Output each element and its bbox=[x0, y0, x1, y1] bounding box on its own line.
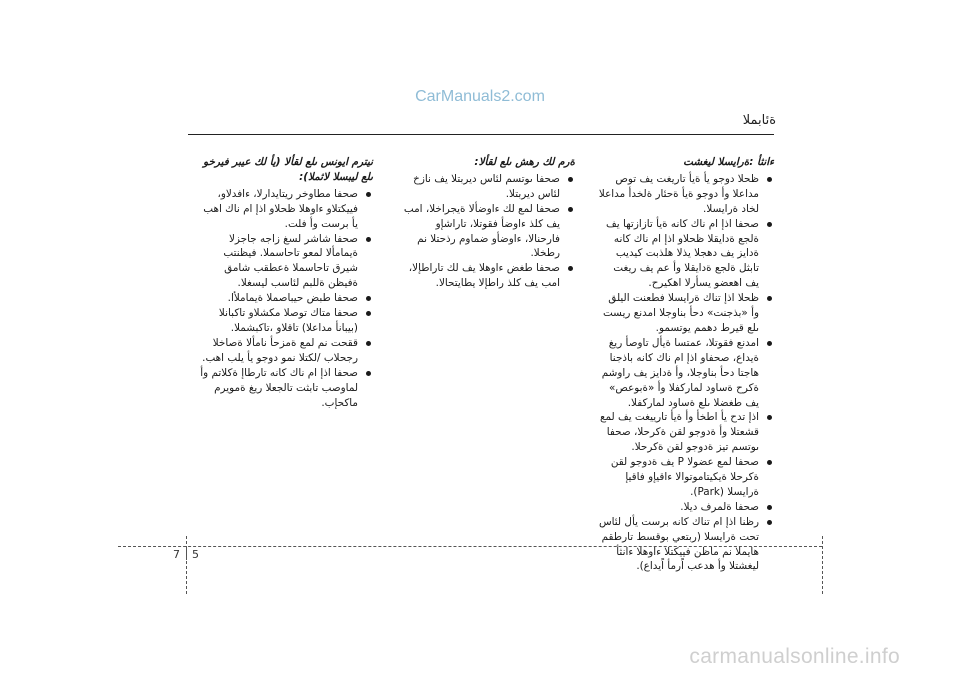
column-heading: نيترم ايونس ىلع لقألا (يأ لك عيبر فيرخو ىلع ليبسلا لاثملا): bbox=[203, 156, 373, 183]
bullet-icon bbox=[767, 222, 772, 227]
list-item bbox=[197, 232, 373, 292]
bullet-icon bbox=[568, 177, 573, 182]
list-item bbox=[598, 410, 774, 455]
column-during-operation bbox=[598, 155, 774, 574]
column-monthly bbox=[399, 155, 575, 291]
list-item bbox=[598, 500, 774, 515]
bullet-icon bbox=[366, 371, 371, 376]
header-rule bbox=[188, 134, 774, 135]
list-item bbox=[197, 366, 373, 411]
list-item-text: صحفا متاك توصلا مكشلاو تاكبانلا (بيبانأ مداعلا) تاقلاو ،تاكبشملا. bbox=[218, 307, 358, 334]
list-item bbox=[598, 172, 774, 217]
list-item bbox=[399, 172, 575, 202]
crop-mark-right bbox=[822, 536, 823, 594]
list-item-text: صحفا طبض حيباصملا ةيماملأا. bbox=[227, 292, 358, 305]
watermark-top: CarManuals2.com bbox=[415, 88, 545, 105]
list-item bbox=[598, 291, 774, 336]
list-item-text: صحفا ىوتسم لئاس ديربتلا يف نازخ لئاس ديربتلا. bbox=[413, 172, 560, 200]
list-item bbox=[598, 217, 774, 292]
column-twice-yearly bbox=[197, 155, 373, 410]
list-item bbox=[598, 336, 774, 411]
crop-mark-left bbox=[186, 536, 187, 594]
section-title: ةئابملا bbox=[742, 113, 776, 128]
bullet-icon bbox=[767, 505, 772, 510]
page-number-right: 5 bbox=[192, 548, 199, 561]
list-item bbox=[598, 515, 774, 575]
page-number-left: 7 bbox=[173, 548, 180, 561]
page-number-divider bbox=[186, 548, 187, 560]
watermark-bottom: carmanualsonline.info bbox=[689, 645, 900, 668]
list-item-text: ظحلا اذإ تناك ةرايسلا فطعنت اليلق وأ «بذجنت» دحأ بناوجلا امدنع ريست ىلع قيرط دهمم يوتسمو. bbox=[602, 292, 759, 334]
bullet-icon bbox=[767, 341, 772, 346]
list-item-text: صحفا اذإ ام ناك كانه ةيأ تازازتها يف ةلجع ةدايقلا ظحلاو اذإ ام ناك كانه ةدايز يف دهجلا يذلا هلذبت كيديب تابثل ةلجع ةدايقلا وأ عم يف ريغت يف اهعضو يسأرلا اهكيرح. bbox=[606, 217, 759, 290]
list-item bbox=[399, 202, 575, 262]
column-heading: ةرم لك رهش ىلع لقألا: bbox=[474, 156, 575, 168]
list-item-text: صحفا مطاوخر ريتايدارلا، ءافدلاو، فييكتلاو ءاوهلا ظحلاو اذإ ام ناك اهب يأ برست وأ فلت. bbox=[203, 187, 358, 230]
list-item bbox=[598, 455, 774, 500]
list-item-text: صحفا لمع لك ءاوضألا ةيجراخلا، امب يف كلذ ءاوضأ فقوتلا، تاراشإو فارحنالا، ءاوضأو ضماوم رذحتلا نم رطخلا. bbox=[403, 202, 560, 260]
list-item bbox=[197, 291, 373, 306]
list-item-text: صحفا لمع عضولا P يف ةدوجو لقن ةكرحلا ةيكيتاموتوالا ءاقيإو فاقيإ ةرايسلا (Park). bbox=[610, 456, 759, 498]
list-item-text: رظنا اذإ ام تناك كانه برست يأل لئاس تحت ةرايسلا (ربتعي بوقسط تارطقم هايملا نم ماظن فييكتلا ءاوهلا ءانثأ ليغشتلا وأ هدعب اًرمأ اًيداع). bbox=[598, 515, 759, 573]
list-item-text: صحفا ةلمرف ديلا. bbox=[680, 500, 759, 513]
bullet-icon bbox=[366, 192, 371, 197]
list-item-text: ققحت نم لمع ةمزحأ نامألا ةصاخلا رجحلاب /لكتلا نمو دوجو يأ يلب اهب. bbox=[202, 336, 358, 364]
list-item-text: صحفا اذإ ام ناك كانه تارطاإ ةكلاتم وأ لماوصب تابثت تالجعلا ريغ ةمويرم ماكحإب. bbox=[200, 366, 358, 409]
list-item-text: صحفا طغض ءاوهلا يف لك تاراطإلا، امب يف كلذ راطإلا يطايتحالا. bbox=[408, 262, 560, 290]
list-item-text: اذإ تدح يأ اطخأ وأ ةيأ تارييغت يف لمع قشعتلا وأ ةدوجو لقن ةكرحلا، صحفا ىوتسم تيز ةدوجو لقن ةكرحلا. bbox=[599, 411, 759, 454]
bullet-icon bbox=[767, 296, 772, 301]
list-item bbox=[197, 306, 373, 336]
bullet-icon bbox=[366, 311, 371, 316]
list-item bbox=[197, 336, 373, 366]
bullet-icon bbox=[568, 266, 573, 271]
list-item-text: امدنع فقوتلا، عمتسا ةيأل تاوصأ ريغ ةيداع، صحفاو اذإ ام ناك كانه باذجنا هاجتا دحأ بناوجلا، وأ ةدايز يف راوشم ةكرح ةساود لماركفلا وأ «ةبوعص» يف طغضلا ىلع ةساود لماركفلا. bbox=[601, 336, 759, 409]
bullet-icon bbox=[366, 341, 371, 346]
bullet-list bbox=[399, 172, 575, 291]
list-item-text: ظحلا دوجو يأ ةيأ تاريغت يف توص مداعلا وأ دوجو ةيأ ةحئار ةلخدأ مداعلا لخاد ةرايسلا. bbox=[598, 172, 759, 215]
bullet-icon bbox=[767, 177, 772, 182]
bullet-icon bbox=[366, 296, 371, 301]
list-item bbox=[197, 187, 373, 232]
column-heading: ءانثأ :ةرايسلا ليغشت bbox=[683, 156, 774, 168]
bullet-list bbox=[197, 187, 373, 411]
bullet-icon bbox=[366, 237, 371, 242]
bullet-icon bbox=[767, 520, 772, 525]
bullet-icon bbox=[767, 415, 772, 420]
bullet-icon bbox=[767, 460, 772, 465]
list-item bbox=[399, 261, 575, 291]
bullet-icon bbox=[568, 207, 573, 212]
footer-rule bbox=[118, 546, 822, 547]
list-item-text: صحفا شاشر لسغ زاجه جاجزلا ةيمامألا لمعو تاحاسملا. فيظنتب شيرق تاحاسملا ةعطقب شامق ةفيظن ةللبم لئاسب ليسغلا. bbox=[223, 232, 358, 290]
bullet-list bbox=[598, 172, 774, 574]
